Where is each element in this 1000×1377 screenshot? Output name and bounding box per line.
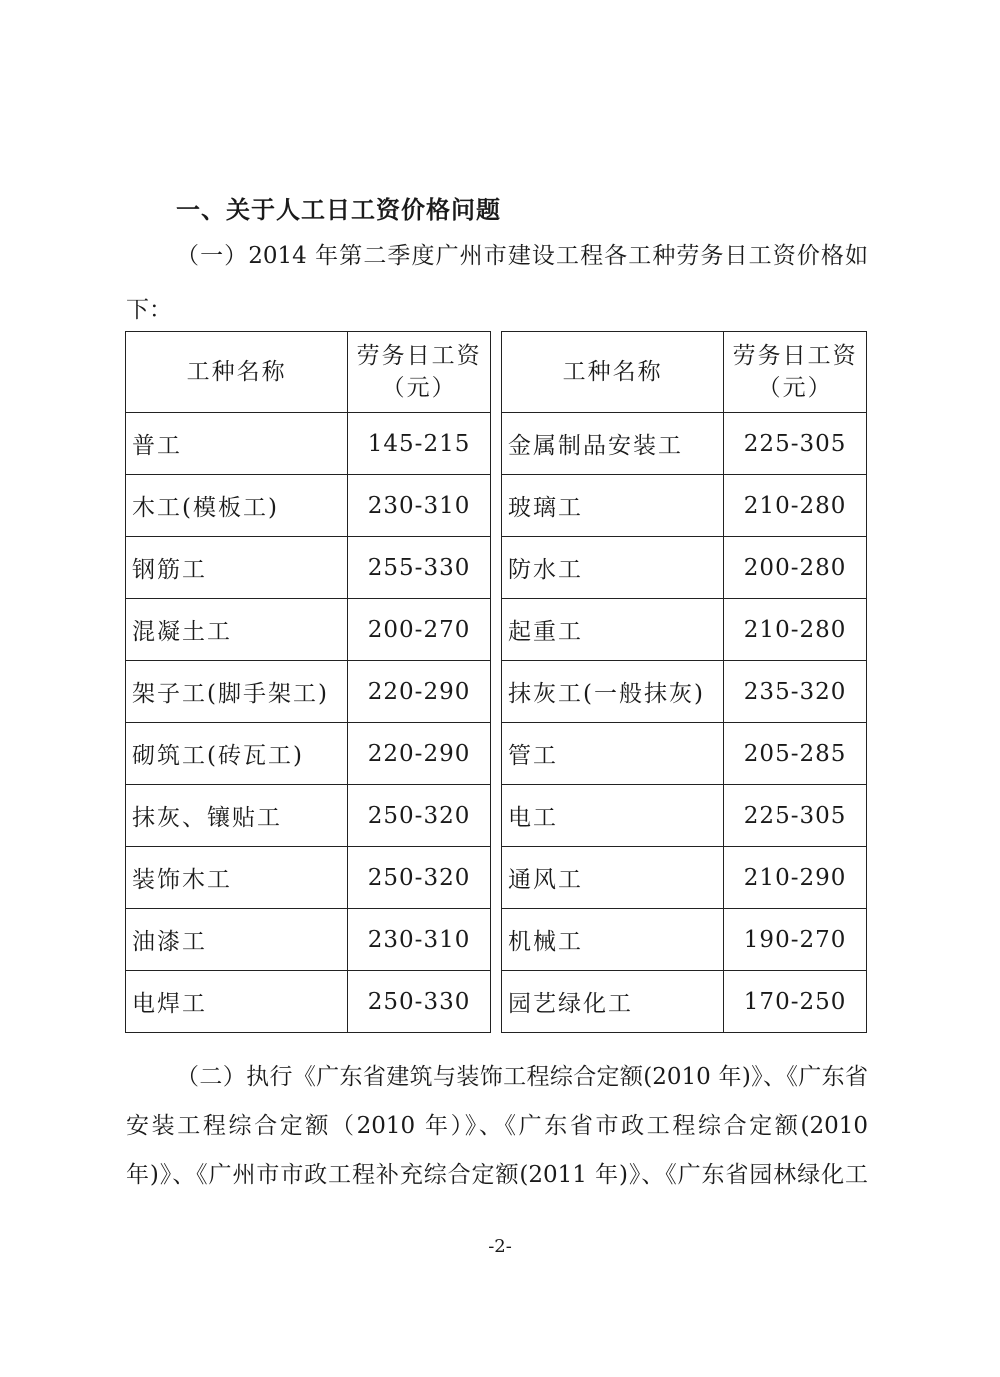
wage-range-right: 170-250 bbox=[724, 971, 867, 1033]
job-name-right: 起重工 bbox=[502, 599, 724, 661]
job-name-left: 油漆工 bbox=[126, 909, 348, 971]
wage-table-row bbox=[126, 971, 867, 1033]
header-name-left: 工种名称 bbox=[126, 332, 348, 413]
wage-range-left: 145-215 bbox=[348, 413, 491, 475]
wage-table-row bbox=[126, 909, 867, 971]
table-column-separator bbox=[490, 599, 501, 661]
header-wage-right bbox=[724, 332, 867, 413]
wage-range-right: 210-280 bbox=[724, 599, 867, 661]
table-column-separator bbox=[490, 537, 501, 599]
job-name-right: 玻璃工 bbox=[502, 475, 724, 537]
job-name-left: 抹灰、镶贴工 bbox=[126, 785, 348, 847]
job-name-left: 木工(模板工) bbox=[126, 475, 348, 537]
intro-paragraph-line-1: （一）2014 年第二季度广州市建设工程各工种劳务日工资价格如 bbox=[176, 243, 868, 269]
header-wage-unit: （元） bbox=[757, 375, 833, 401]
intro-paragraph-line-2: 下： bbox=[126, 297, 172, 323]
page-number: -2- bbox=[488, 1236, 512, 1257]
header-wage-label: 劳务日工资 bbox=[356, 343, 482, 369]
wage-range-left: 220-290 bbox=[348, 723, 491, 785]
wage-range-left: 250-320 bbox=[348, 785, 491, 847]
wage-range-left: 200-270 bbox=[348, 599, 491, 661]
wage-table-row bbox=[126, 723, 867, 785]
followup-paragraph-line-1: （二）执行《广东省建筑与装饰工程综合定额(2010 年)》、《广东省 bbox=[176, 1064, 868, 1090]
followup-paragraph-line-3: 年)》、《广州市市政工程补充综合定额(2011 年)》、《广东省园林绿化工 bbox=[126, 1162, 868, 1188]
job-name-right: 机械工 bbox=[502, 909, 724, 971]
table-column-separator bbox=[490, 847, 501, 909]
wage-range-right: 205-285 bbox=[724, 723, 867, 785]
job-name-right: 管工 bbox=[502, 723, 724, 785]
section-heading: 一、关于人工日工资价格问题 bbox=[176, 196, 501, 224]
job-name-right: 金属制品安装工 bbox=[502, 413, 724, 475]
job-name-right: 防水工 bbox=[502, 537, 724, 599]
header-wage-left bbox=[348, 332, 491, 413]
wage-table bbox=[125, 331, 867, 1033]
wage-range-left: 220-290 bbox=[348, 661, 491, 723]
wage-table-row bbox=[126, 537, 867, 599]
wage-table-row bbox=[126, 599, 867, 661]
wage-table-row bbox=[126, 413, 867, 475]
job-name-left: 普工 bbox=[126, 413, 348, 475]
wage-table-header-row bbox=[126, 332, 867, 413]
wage-range-left: 250-330 bbox=[348, 971, 491, 1033]
header-name-right: 工种名称 bbox=[502, 332, 724, 413]
wage-range-left: 250-320 bbox=[348, 847, 491, 909]
job-name-left: 钢筋工 bbox=[126, 537, 348, 599]
wage-range-right: 210-280 bbox=[724, 475, 867, 537]
table-column-separator bbox=[490, 909, 501, 971]
job-name-left: 装饰木工 bbox=[126, 847, 348, 909]
job-name-left: 架子工(脚手架工) bbox=[126, 661, 348, 723]
wage-table-row bbox=[126, 847, 867, 909]
table-column-separator bbox=[490, 661, 501, 723]
wage-range-left: 255-330 bbox=[348, 537, 491, 599]
wage-table-row bbox=[126, 661, 867, 723]
wage-range-left: 230-310 bbox=[348, 475, 491, 537]
table-column-separator bbox=[490, 785, 501, 847]
wage-range-right: 200-280 bbox=[724, 537, 867, 599]
header-wage-unit: （元） bbox=[381, 375, 457, 401]
table-column-separator bbox=[490, 971, 501, 1033]
job-name-right: 园艺绿化工 bbox=[502, 971, 724, 1033]
job-name-right: 电工 bbox=[502, 785, 724, 847]
table-column-separator bbox=[490, 723, 501, 785]
job-name-left: 混凝土工 bbox=[126, 599, 348, 661]
wage-table-row bbox=[126, 475, 867, 537]
wage-range-left: 230-310 bbox=[348, 909, 491, 971]
wage-range-right: 225-305 bbox=[724, 785, 867, 847]
table-column-separator bbox=[490, 475, 501, 537]
job-name-right: 抹灰工(一般抹灰) bbox=[502, 661, 724, 723]
wage-range-right: 190-270 bbox=[724, 909, 867, 971]
job-name-right: 通风工 bbox=[502, 847, 724, 909]
wage-range-right: 210-290 bbox=[724, 847, 867, 909]
wage-table-row bbox=[126, 785, 867, 847]
followup-paragraph-line-2: 安装工程综合定额（2010 年）》、《广东省市政工程综合定额(2010 bbox=[126, 1113, 868, 1139]
job-name-left: 电焊工 bbox=[126, 971, 348, 1033]
job-name-left: 砌筑工(砖瓦工) bbox=[126, 723, 348, 785]
header-wage-label: 劳务日工资 bbox=[732, 343, 858, 369]
wage-range-right: 225-305 bbox=[724, 413, 867, 475]
wage-range-right: 235-320 bbox=[724, 661, 867, 723]
table-column-separator bbox=[490, 413, 501, 475]
table-column-separator bbox=[490, 332, 501, 413]
